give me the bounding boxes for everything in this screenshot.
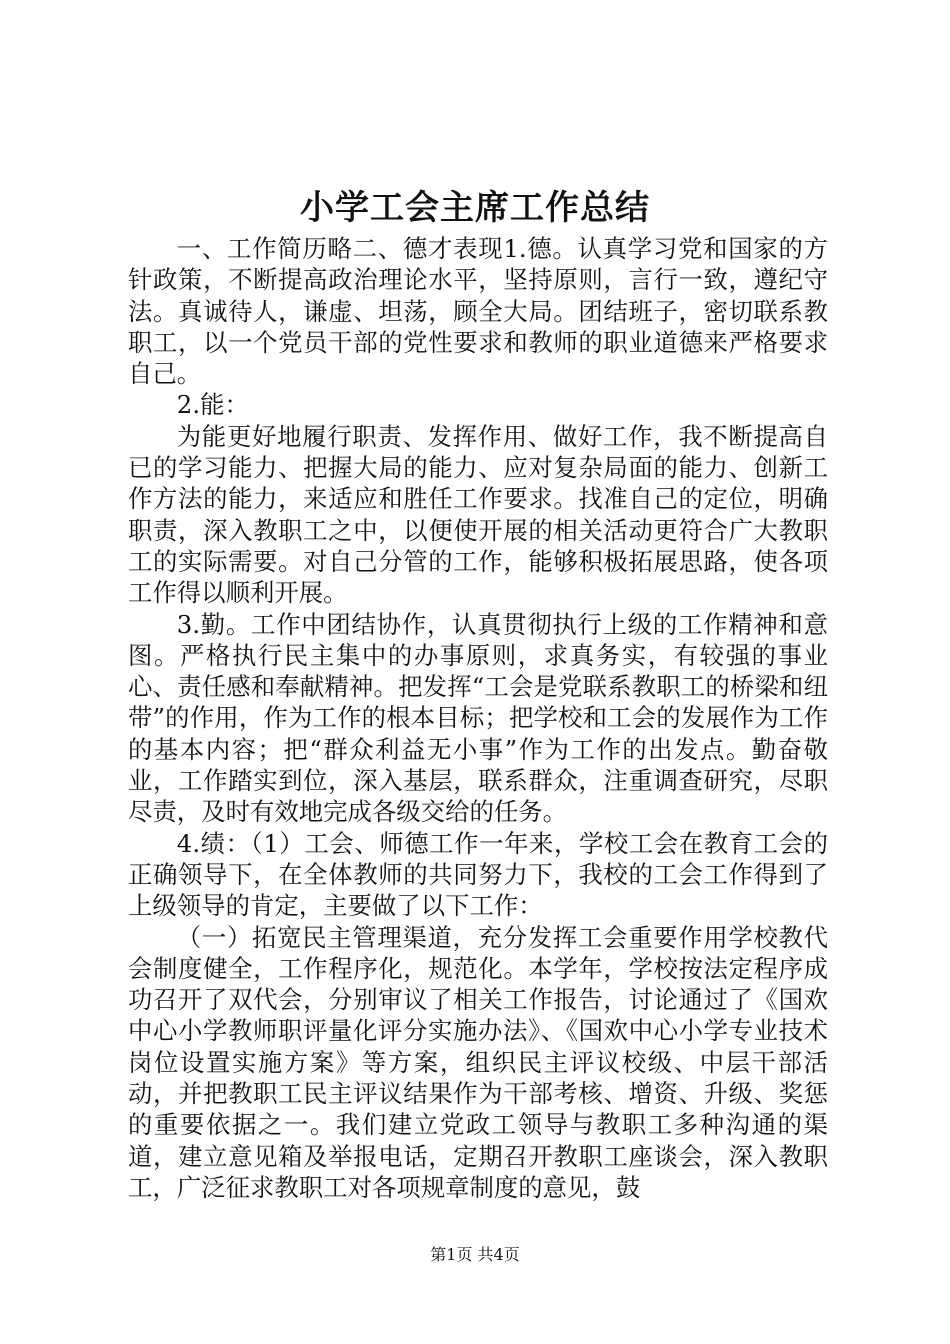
paragraph-1: 一、工作简历略二、德才表现1.德。认真学习党和国家的方针政策，不断提高政治理论水平，坚持原则，言行一致，遵纪守法。真诚待人，谦虚、坦荡，顾全大局。团结班子，密切联系教职工，以一个党员干部的党性要求和教师的职业道德来严格要求自己。 bbox=[128, 234, 828, 389]
paragraph-6: （一）拓宽民主管理渠道，充分发挥工会重要作用学校教代会制度健全，工作程序化，规范化。本学年，学校按法定程序成功召开了双代会，分别审议了相关工作报告，讨论通过了《国欢中心小学教师职评量化评分实施办法》、《国欢中心小学专业技术岗位设置实施方案》等方案，组织民主评议校级、中层干部活动，并把教职工民主评议结果作为干部考核、增资、升级、奖惩的重要依据之一。我们建立党政工领导与教职工多种沟通的渠道，建立意见箱及举报电话，定期召开教职工座谈会，深入教职工，广泛征求教职工对各项规章制度的意见，鼓 bbox=[128, 922, 828, 1202]
page-number-footer: 第1页 共4页 bbox=[430, 1245, 520, 1264]
document-title: 小学工会主席工作总结 bbox=[300, 188, 650, 228]
paragraph-5: 4.绩：（1）工会、师德工作一年来，学校工会在教育工会的正确领导下，在全体教师的共同努力下，我校的工会工作得到了上级领导的肯定，主要做了以下工作： bbox=[128, 828, 828, 921]
paragraph-4: 3.勤。工作中团结协作，认真贯彻执行上级的工作精神和意图。严格执行民主集中的办事原则，求真务实，有较强的事业心、责任感和奉献精神。把发挥“工会是党联系教职工的桥梁和纽带”的作用，作为工作的根本目标；把学校和工会的发展作为工作的基本内容；把“群众利益无小事”作为工作的出发点。勤奋敬业，工作踏实到位，深入基层，联系群众，注重调查研究，尽职尽责，及时有效地完成各级交给的任务。 bbox=[128, 609, 828, 827]
document-body bbox=[128, 233, 828, 1203]
paragraph-3: 为能更好地履行职责、发挥作用、做好工作，我不断提高自已的学习能力、把握大局的能力、应对复杂局面的能力、创新工作方法的能力，来适应和胜任工作要求。找准自己的定位，明确职责，深入教职工之中，以便使开展的相关活动更符合广大教职工的实际需要。对自己分管的工作，能够积极拓展思路，使各项工作得以顺利开展。 bbox=[128, 421, 828, 608]
paragraph-2: 2.能： bbox=[176, 390, 249, 420]
